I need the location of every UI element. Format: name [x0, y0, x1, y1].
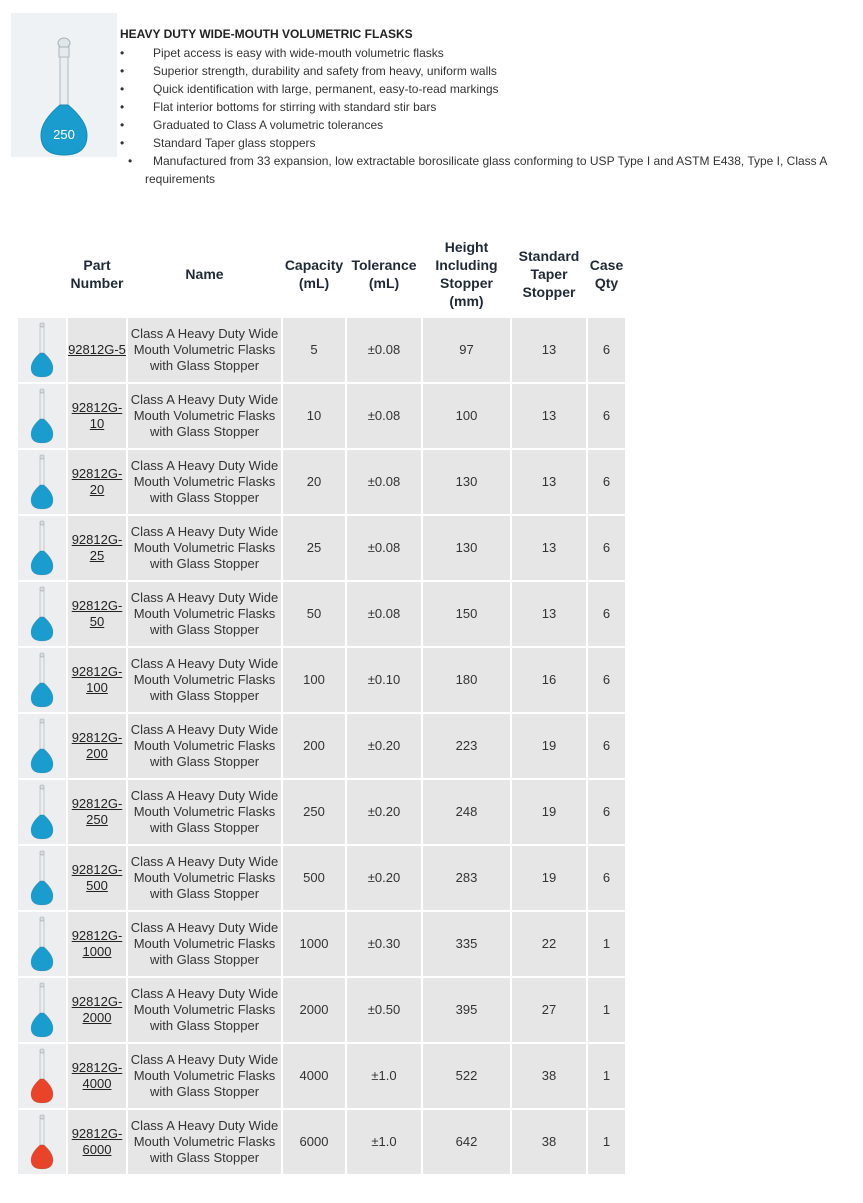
product-table-wrapper [16, 230, 627, 1176]
page-title: HEAVY DUTY WIDE-MOUTH VOLUMETRIC FLASKS [120, 27, 413, 41]
table-header-row [18, 232, 625, 316]
capacity-cell: 1000 [283, 912, 345, 976]
case-qty-cell: 1 [588, 912, 625, 976]
name-cell: Class A Heavy Duty Wide Mouth Volumetric Flasks with Glass Stopper [128, 582, 281, 646]
case-qty-cell: 6 [588, 384, 625, 448]
tolerance-header: Tolerance (mL) [347, 232, 421, 316]
taper-cell: 16 [512, 648, 586, 712]
tolerance-cell: ±0.10 [347, 648, 421, 712]
capacity-cell: 4000 [283, 1044, 345, 1108]
flask-thumbnail [18, 450, 66, 514]
tolerance-cell: ±1.0 [347, 1044, 421, 1108]
name-cell: Class A Heavy Duty Wide Mouth Volumetric Flasks with Glass Stopper [128, 780, 281, 844]
table-row [18, 1044, 625, 1108]
part-number-cell [68, 648, 126, 712]
tolerance-cell: ±0.30 [347, 912, 421, 976]
tolerance-cell: ±0.20 [347, 780, 421, 844]
part-number-link[interactable]: 92812G- 250 [71, 796, 123, 827]
flask-icon [25, 783, 59, 841]
flask-icon [25, 585, 59, 643]
case-qty-cell: 1 [588, 978, 625, 1042]
taper-cell: 19 [512, 780, 586, 844]
tolerance-cell: ±0.08 [347, 384, 421, 448]
table-row [18, 648, 625, 712]
case-qty-header: Case Qty [588, 232, 625, 316]
part-number-cell [68, 780, 126, 844]
flask-thumbnail [18, 1044, 66, 1108]
flask-thumbnail [18, 912, 66, 976]
part-number-link[interactable]: 92812G- 6000 [71, 1126, 123, 1157]
flask-icon [25, 981, 59, 1039]
feature-item: • Manufactured from 33 expansion, low extractable borosilicate glass conforming to USP Type I and ASTM E438, Type I, Class A requirements [120, 152, 850, 188]
table-row [18, 978, 625, 1042]
name-cell: Class A Heavy Duty Wide Mouth Volumetric Flasks with Glass Stopper [128, 516, 281, 580]
height-cell: 180 [423, 648, 510, 712]
tolerance-cell: ±0.20 [347, 846, 421, 910]
capacity-cell: 100 [283, 648, 345, 712]
height-cell: 150 [423, 582, 510, 646]
table-row [18, 582, 625, 646]
table-row [18, 780, 625, 844]
part-number-cell [68, 1044, 126, 1108]
table-row [18, 714, 625, 778]
taper-cell: 13 [512, 582, 586, 646]
taper-cell: 27 [512, 978, 586, 1042]
tolerance-cell: ±0.50 [347, 978, 421, 1042]
tolerance-cell: ±0.08 [347, 318, 421, 382]
product-table [16, 230, 627, 1176]
flask-thumbnail [18, 1110, 66, 1174]
part-number-cell [68, 1110, 126, 1174]
height-cell: 522 [423, 1044, 510, 1108]
part-number-cell [68, 516, 126, 580]
taper-header: Standard Taper Stopper [512, 232, 586, 316]
part-number-link[interactable]: 92812G- 25 [71, 532, 123, 563]
taper-cell: 22 [512, 912, 586, 976]
height-cell: 130 [423, 516, 510, 580]
flask-thumbnail [18, 384, 66, 448]
case-qty-cell: 6 [588, 714, 625, 778]
name-header: Name [128, 232, 281, 316]
flask-icon [25, 453, 59, 511]
flask-icon [25, 915, 59, 973]
part-number-cell [68, 582, 126, 646]
taper-cell: 38 [512, 1044, 586, 1108]
part-number-cell [68, 450, 126, 514]
case-qty-cell: 6 [588, 516, 625, 580]
part-number-cell [68, 318, 126, 382]
capacity-cell: 50 [283, 582, 345, 646]
flask-thumbnail [18, 516, 66, 580]
feature-item: • Graduated to Class A volumetric tolerances [120, 116, 850, 134]
name-cell: Class A Heavy Duty Wide Mouth Volumetric Flasks with Glass Stopper [128, 384, 281, 448]
case-qty-cell: 6 [588, 450, 625, 514]
image-column-header [18, 232, 66, 316]
product-image [11, 13, 117, 157]
flask-icon [25, 387, 59, 445]
svg-text:250: 250 [53, 127, 75, 142]
name-cell: Class A Heavy Duty Wide Mouth Volumetric Flasks with Glass Stopper [128, 318, 281, 382]
flask-icon [25, 717, 59, 775]
part-number-cell [68, 846, 126, 910]
height-cell: 395 [423, 978, 510, 1042]
case-qty-cell: 6 [588, 318, 625, 382]
capacity-cell: 5 [283, 318, 345, 382]
feature-item: • Standard Taper glass stoppers [120, 134, 850, 152]
capacity-cell: 2000 [283, 978, 345, 1042]
product-table-body [18, 318, 625, 1174]
part-number-link[interactable]: 92812G- 50 [71, 598, 123, 629]
flask-icon [25, 1113, 59, 1171]
table-row [18, 912, 625, 976]
name-cell: Class A Heavy Duty Wide Mouth Volumetric Flasks with Glass Stopper [128, 912, 281, 976]
height-cell: 130 [423, 450, 510, 514]
flask-thumbnail [18, 846, 66, 910]
table-row [18, 318, 625, 382]
table-row [18, 384, 625, 448]
part-number-cell [68, 978, 126, 1042]
height-cell: 248 [423, 780, 510, 844]
taper-cell: 13 [512, 516, 586, 580]
name-cell: Class A Heavy Duty Wide Mouth Volumetric Flasks with Glass Stopper [128, 714, 281, 778]
name-cell: Class A Heavy Duty Wide Mouth Volumetric Flasks with Glass Stopper [128, 1110, 281, 1174]
case-qty-cell: 6 [588, 582, 625, 646]
height-cell: 223 [423, 714, 510, 778]
tolerance-cell: ±0.08 [347, 516, 421, 580]
capacity-cell: 20 [283, 450, 345, 514]
flask-thumbnail [18, 780, 66, 844]
name-cell: Class A Heavy Duty Wide Mouth Volumetric Flasks with Glass Stopper [128, 1044, 281, 1108]
taper-cell: 19 [512, 714, 586, 778]
part-number-link[interactable]: 92812G- 500 [71, 862, 123, 893]
taper-cell: 38 [512, 1110, 586, 1174]
feature-item: • Pipet access is easy with wide-mouth volumetric flasks [120, 44, 850, 62]
part-number-link[interactable]: 92812G-5 [68, 342, 126, 357]
height-header: Height Including Stopper (mm) [423, 232, 510, 316]
tolerance-cell: ±0.08 [347, 450, 421, 514]
capacity-cell: 10 [283, 384, 345, 448]
table-row [18, 450, 625, 514]
part-number-link[interactable]: 92812G- 20 [71, 466, 123, 497]
flask-thumbnail [18, 648, 66, 712]
feature-item: • Quick identification with large, permanent, easy-to-read markings [120, 80, 850, 98]
flask-icon [25, 321, 59, 379]
table-row [18, 1110, 625, 1174]
flask-icon [25, 1047, 59, 1105]
height-cell: 335 [423, 912, 510, 976]
part-number-link[interactable]: 92812G- 4000 [71, 1060, 123, 1091]
tolerance-cell: ±0.08 [347, 582, 421, 646]
part-number-link[interactable]: 92812G- 1000 [71, 928, 123, 959]
table-row [18, 846, 625, 910]
feature-item: • Flat interior bottoms for stirring with standard stir bars [120, 98, 850, 116]
capacity-cell: 200 [283, 714, 345, 778]
flask-thumbnail [18, 714, 66, 778]
part-number-cell [68, 714, 126, 778]
tolerance-cell: ±0.20 [347, 714, 421, 778]
taper-cell: 13 [512, 450, 586, 514]
capacity-header: Capacity (mL) [283, 232, 345, 316]
height-cell: 97 [423, 318, 510, 382]
name-cell: Class A Heavy Duty Wide Mouth Volumetric Flasks with Glass Stopper [128, 846, 281, 910]
capacity-cell: 6000 [283, 1110, 345, 1174]
part-number-header: Part Number [68, 232, 126, 316]
taper-cell: 13 [512, 384, 586, 448]
tolerance-cell: ±1.0 [347, 1110, 421, 1174]
flask-thumbnail [18, 318, 66, 382]
part-number-link[interactable]: 92812G- 200 [71, 730, 123, 761]
taper-cell: 13 [512, 318, 586, 382]
case-qty-cell: 6 [588, 780, 625, 844]
height-cell: 100 [423, 384, 510, 448]
height-cell: 283 [423, 846, 510, 910]
case-qty-cell: 1 [588, 1110, 625, 1174]
flask-icon [25, 519, 59, 577]
capacity-cell: 25 [283, 516, 345, 580]
name-cell: Class A Heavy Duty Wide Mouth Volumetric Flasks with Glass Stopper [128, 450, 281, 514]
feature-item: • Superior strength, durability and safety from heavy, uniform walls [120, 62, 850, 80]
capacity-cell: 250 [283, 780, 345, 844]
flask-icon [25, 651, 59, 709]
flask-thumbnail [18, 978, 66, 1042]
flask-icon [11, 13, 117, 157]
name-cell: Class A Heavy Duty Wide Mouth Volumetric Flasks with Glass Stopper [128, 648, 281, 712]
capacity-cell: 500 [283, 846, 345, 910]
part-number-link[interactable]: 92812G- 10 [71, 400, 123, 431]
table-row [18, 516, 625, 580]
name-cell: Class A Heavy Duty Wide Mouth Volumetric Flasks with Glass Stopper [128, 978, 281, 1042]
part-number-cell [68, 384, 126, 448]
flask-thumbnail [18, 582, 66, 646]
part-number-link[interactable]: 92812G- 100 [71, 664, 123, 695]
taper-cell: 19 [512, 846, 586, 910]
case-qty-cell: 6 [588, 846, 625, 910]
part-number-cell [68, 912, 126, 976]
part-number-link[interactable]: 92812G- 2000 [71, 994, 123, 1025]
flask-icon [25, 849, 59, 907]
case-qty-cell: 1 [588, 1044, 625, 1108]
height-cell: 642 [423, 1110, 510, 1174]
feature-list [120, 44, 850, 188]
case-qty-cell: 6 [588, 648, 625, 712]
